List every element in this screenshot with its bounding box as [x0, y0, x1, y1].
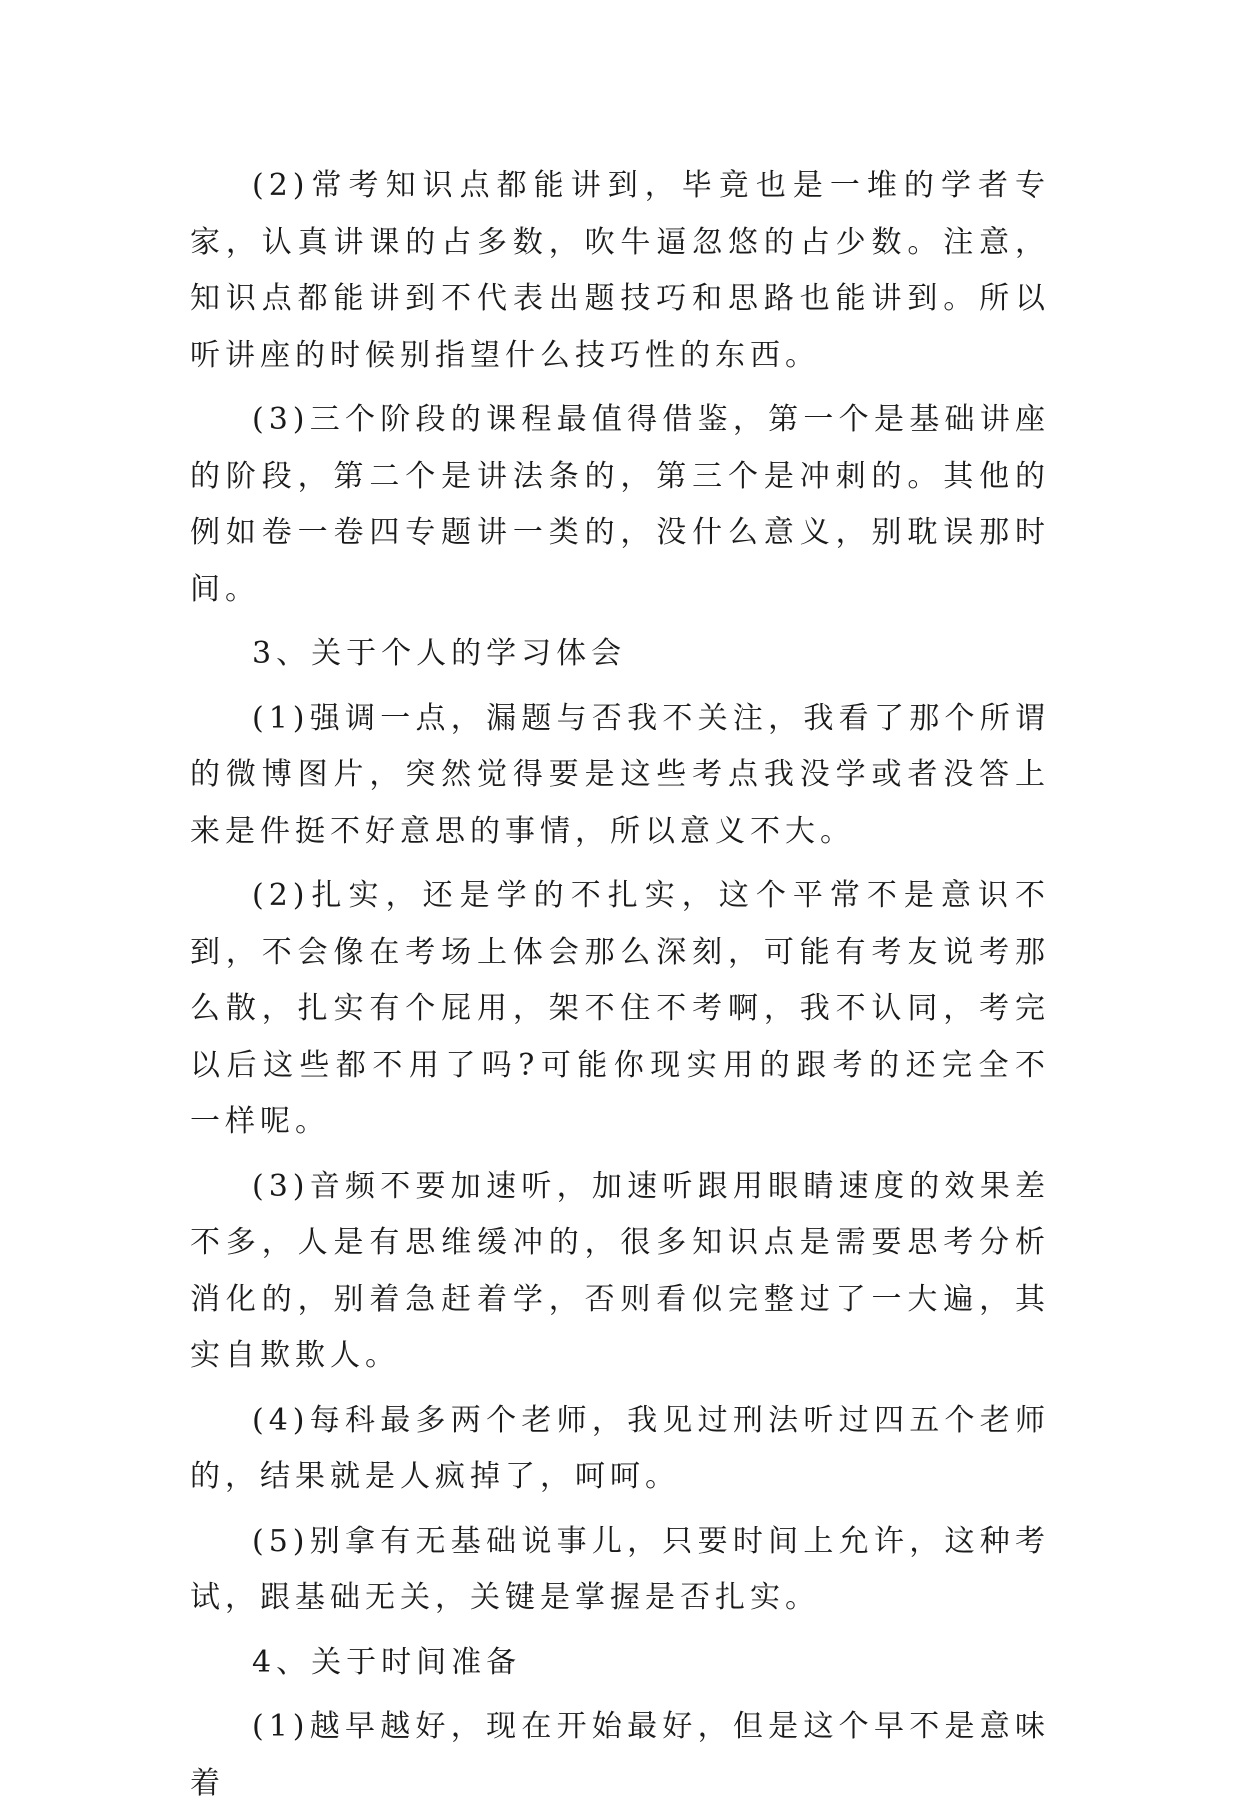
paragraph-lectures-knowledge-points: (2)常考知识点都能讲到，毕竟也是一堆的学者专家，认真讲课的占多数，吹牛逼忽悠的占少数。注意，知识点都能讲到不代表出题技巧和思路也能讲到。所以听讲座的时候别指望什么技巧性的东西。 [190, 168, 1050, 373]
paragraph-leaked-questions: (1)强调一点，漏题与否我不关注，我看了那个所谓的微博图片，突然觉得要是这些考点我没学或者没答上来是件挺不好意思的事情，所以意义不大。 [190, 700, 1050, 849]
section-heading-time-preparation: 4、关于时间准备 [252, 1644, 522, 1680]
paragraph-foundation: (5)别拿有无基础说事儿，只要时间上允许，这种考试，跟基础无关，关键是掌握是否扎实。 [190, 1523, 1050, 1615]
paragraph-three-stage-courses: (3)三个阶段的课程最值得借鉴，第一个是基础讲座的阶段，第二个是讲法条的，第三个是冲刺的。其他的例如卷一卷四专题讲一类的，没什么意义，别耽误那时间。 [190, 402, 1050, 607]
section-heading-study-experience: 3、关于个人的学习体会 [252, 636, 627, 671]
paragraph-start-early: (1)越早越好，现在开始最好，但是这个早不是意味着 [190, 1709, 1050, 1801]
document-body [190, 158, 1050, 1820]
paragraph-solid-learning: (2)扎实，还是学的不扎实，这个平常不是意识不到，不会像在考场上体会那么深刻，可能有考友说考那么散，扎实有个屁用，架不住不考啊，我不认同，考完以后这些都不用了吗?可能你现实用的跟考的还完全不一样呢。 [190, 878, 1050, 1139]
paragraph-teachers-per-subject: (4)每科最多两个老师，我见过刑法听过四五个老师的，结果就是人疯掉了，呵呵。 [190, 1402, 1050, 1494]
paragraph-audio-speed: (3)音频不要加速听，加速听跟用眼睛速度的效果差不多，人是有思维缓冲的，很多知识点是需要思考分析消化的，别着急赶着学，否则看似完整过了一大遍，其实自欺欺人。 [190, 1168, 1050, 1373]
